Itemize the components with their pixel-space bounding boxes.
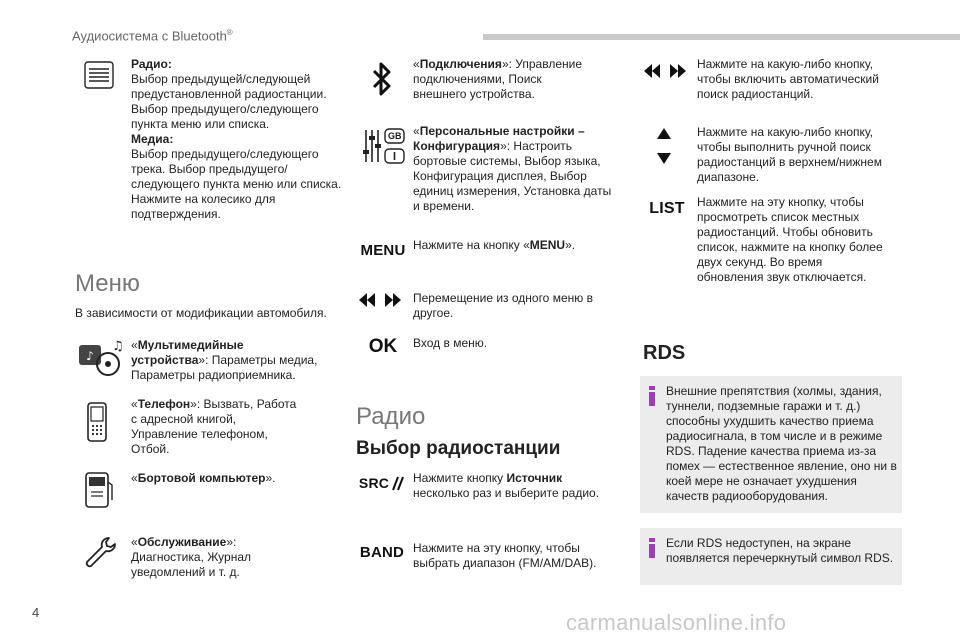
header-title: Аудиосистема с Bluetooth® <box>72 28 233 44</box>
phone-icon <box>86 402 108 442</box>
rds-note-unavailable <box>640 528 902 585</box>
ok-button-icon: OK <box>368 336 398 357</box>
connections-text: «Подключения»: Управление подключениями, Поиск внешнего устройства. <box>413 57 583 101</box>
header-bar <box>483 34 960 40</box>
band-text: Нажмите на эту кнопку, чтобы выбрать диапазон (FM/AM/DAB). <box>413 541 597 570</box>
auto-search-text: Нажмите на какую-либо кнопку, чтобы включить автоматический поиск радиостанций. <box>697 57 879 101</box>
menu-button-text: Нажмите на кнопку «MENU». <box>413 238 576 252</box>
radio-section-title: Радио <box>356 403 426 430</box>
ok-text: Вход в меню. <box>413 336 488 350</box>
rds-note-reception-text: Внешние препятствия (холмы, здания, туннели, подземные гаражи и т. д.) способны ухудшить качество приема радиосигнала, в том числе и в режиме RDS. Падение качества приема из-за помех — естественное явление, оно ни в коей мере не означает ухудшения качеств радиооборудования. <box>666 384 897 503</box>
page-number: 4 <box>32 605 40 620</box>
gb-badge: GB <box>388 131 402 141</box>
service-text: «Обслуживание»: Диагностика, Журнал уведомлений и т. д. <box>131 535 252 579</box>
src-label: SRC <box>358 475 390 491</box>
settings-sliders-icon <box>362 126 406 166</box>
multimedia-text: «Мультимедийные устройства»: Параметры медиа, Параметры радиоприемника. <box>131 338 318 382</box>
menu-section-title: Меню <box>75 270 140 297</box>
bluetooth-icon <box>368 60 396 98</box>
wrench-icon <box>82 534 118 570</box>
list-lines-icon <box>82 60 116 90</box>
menu-button-icon: MENU <box>360 241 406 259</box>
source-text: Нажмите кнопку Источник несколько раз и выберите радио. <box>413 471 600 500</box>
radio-media-text: Радио: Выбор предыдущей/следующей предустановленной радиостанции. Выбор предыдущего/следующего пункта меню или списка. Медиа: Выбор предыдущего/следующего трека. Выбор предыдущего/следующего пункта меню или списка. Нажмите на колесико для подтверждения. <box>131 57 342 221</box>
phone-text: «Телефон»: Вызвать, Работа с адресной книгой, Управление телефоном, Отбой. <box>131 397 297 456</box>
personal-settings-text: «Персональные настройки – Конфигурация»: Настроить бортовые системы, Выбор языка, Конфигурация дисплея, Выбор единиц измерения, Установка даты и времени. <box>413 124 612 213</box>
manual-search-text: Нажмите на какую-либо кнопку, чтобы выполнить ручной поиск радиостанций в верхнем/нижнем диапазоне. <box>697 125 882 184</box>
source-button-icon <box>359 472 405 494</box>
list-button-icon: LIST <box>649 200 685 217</box>
nav-text: Перемещение из одного меню в другое. <box>413 291 593 320</box>
station-select-title: Выбор радиостанции <box>356 438 561 459</box>
trip-computer-text: «Бортовой компьютер». <box>131 471 276 485</box>
info-icon <box>648 538 656 558</box>
band-button-icon: BAND <box>359 543 405 561</box>
fuel-computer-icon <box>84 472 114 508</box>
seek-arrows-icon <box>642 62 690 80</box>
up-down-arrows-icon <box>654 126 674 166</box>
svg-text:♪: ♪ <box>86 349 94 363</box>
info-icon <box>648 386 656 406</box>
nav-arrows-icon <box>356 290 406 310</box>
rds-note-unavailable-text: Если RDS недоступен, на экране появляется перечеркнутый символ RDS. <box>666 536 894 565</box>
menu-intro: В зависимости от модификации автомобиля. <box>75 306 327 320</box>
rds-note-reception <box>640 376 902 513</box>
svg-text:♫: ♫ <box>112 339 124 354</box>
rds-title: RDS <box>643 342 686 364</box>
watermark: carmanualsonline.info <box>566 610 787 635</box>
list-text: Нажмите на эту кнопку, чтобы просмотреть список местных радиостанций. Чтобы обновить список, нажмите на кнопку более двух секунд. Во время обновления звук отключается. <box>697 195 883 284</box>
multimedia-icon <box>78 336 122 376</box>
